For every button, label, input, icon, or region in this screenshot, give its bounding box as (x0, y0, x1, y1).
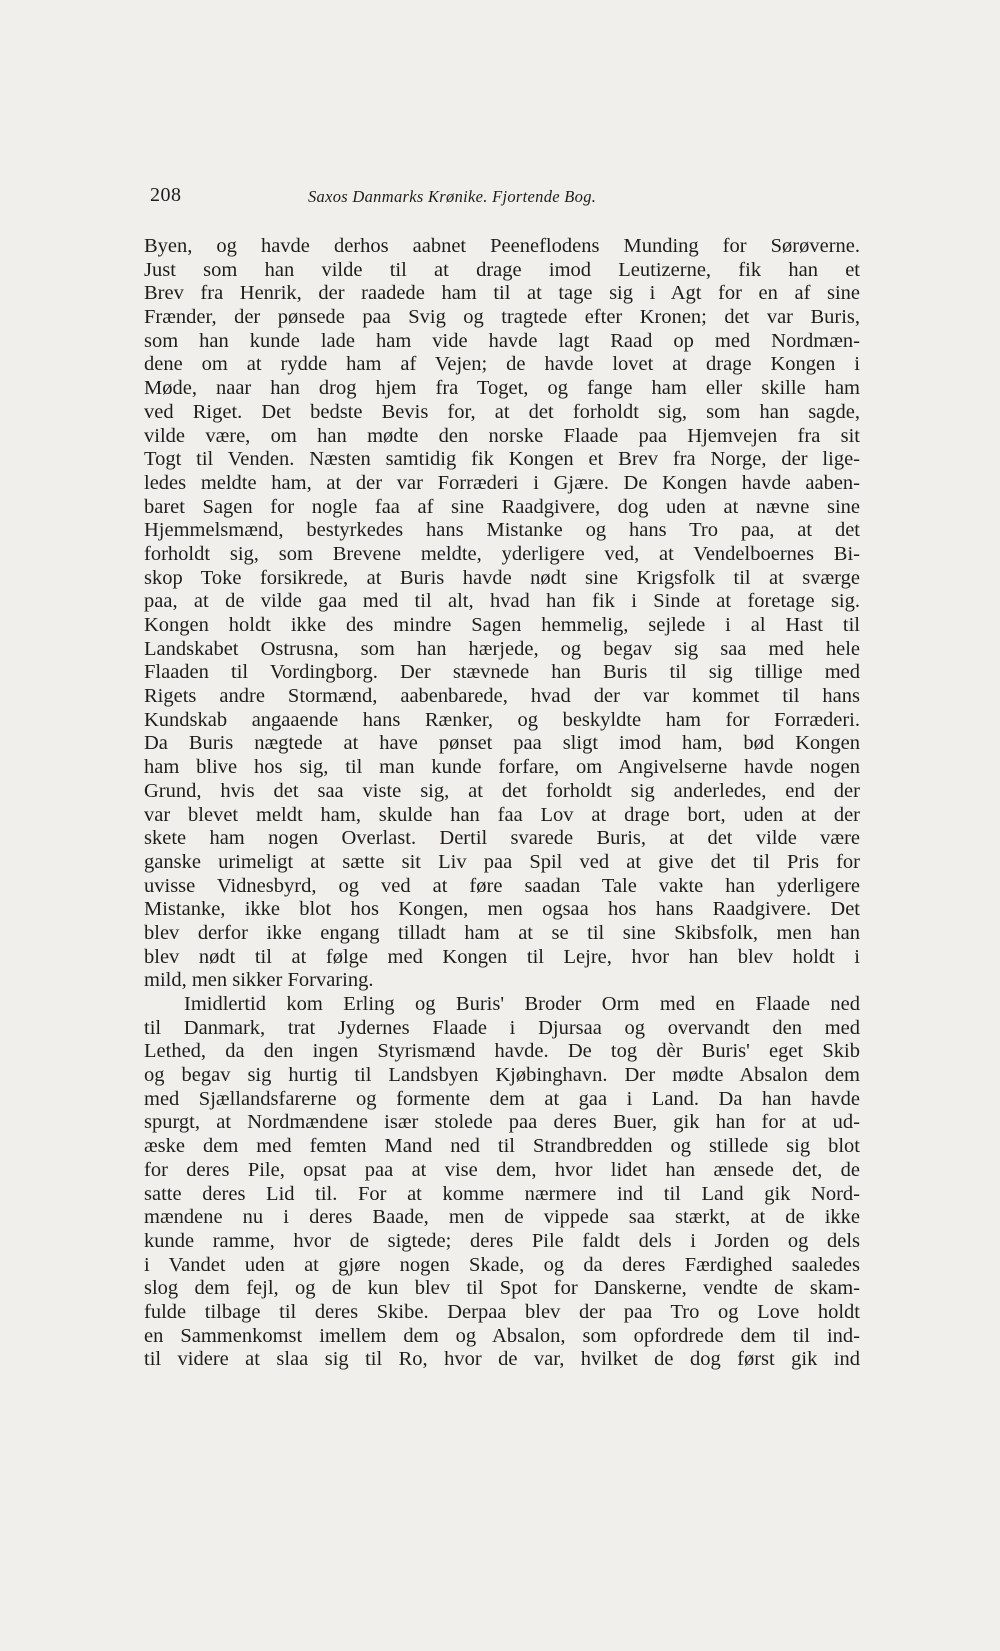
text-line: paa, at de vilde gaa med til alt, hvad han fik i Sinde at foretage sig. (144, 590, 860, 613)
text-line: blev nødt til at følge med Kongen til Lejre, hvor han blev holdt i (144, 945, 860, 968)
text-line: Togt til Venden. Næsten samtidig fik Kongen et Brev fra Norge, der lige- (144, 448, 860, 471)
running-title: Saxos Danmarks Krønike. Fjortende Bog. (308, 187, 597, 206)
paragraph-end-line: mild, men sikker Forvaring. (144, 969, 374, 992)
text-line: til videre at slaa sig til Ro, hvor de var, hvilket de dog først gik ind (144, 1348, 860, 1371)
text-line: Mistanke, ikke blot hos Kongen, men ogsaa hos hans Raadgivere. Det (144, 898, 860, 921)
text-line: Møde, naar han drog hjem fra Toget, og fange ham eller skille ham (144, 377, 860, 400)
text-line: Grund, hvis det saa viste sig, at det forholdt sig anderledes, end der (144, 779, 860, 802)
text-line: i Vandet uden at gjøre nogen Skade, og da deres Færdighed saaledes (144, 1253, 860, 1276)
text-line: baret Sagen for nogle faa af sine Raadgivere, dog uden at nævne sine (144, 495, 860, 518)
text-line: ledes meldte ham, at der var Forræderi i Gjære. De Kongen havde aaben- (144, 471, 860, 494)
text-line: spurgt, at Nordmændene især stolede paa deres Buer, gik han for at ud- (144, 1111, 860, 1134)
text-line: Flaaden til Vordingborg. Der stævnede han Buris til sig tillige med (144, 661, 860, 684)
body-text (144, 235, 860, 1372)
text-line: skop Toke forsikrede, at Buris havde nødt sine Krigsfolk til at sværge (144, 566, 860, 589)
text-line: Landskabet Ostrusna, som han hærjede, og begav sig saa med hele (144, 637, 860, 660)
text-line: satte deres Lid til. For at komme nærmere ind til Land gik Nord- (144, 1182, 860, 1205)
text-line: Hjemmelsmænd, bestyrkedes hans Mistanke og hans Tro paa, at det (144, 519, 860, 542)
text-line: Just som han vilde til at drage imod Leutizerne, fik han et (144, 258, 860, 281)
text-line: og begav sig hurtig til Landsbyen Kjøbinghavn. Der mødte Absalon dem (144, 1064, 860, 1087)
text-line: ved Riget. Det bedste Bevis for, at det forholdt sig, som han sagde, (144, 400, 860, 423)
text-line: ham blive hos sig, til man kunde forfare, om Angivelserne havde nogen (144, 756, 860, 779)
page-number: 208 (150, 184, 182, 206)
text-line: forholdt sig, som Brevene meldte, yderligere ved, at Vendelboernes Bi- (144, 542, 860, 565)
text-line: med Sjællandsfarerne og formente dem at gaa i Land. Da han havde (144, 1087, 860, 1110)
text-line: mændene nu i deres Baade, men de vippede saa stærkt, at de ikke (144, 1206, 860, 1229)
text-line: Lethed, da den ingen Styrismænd havde. De tog dèr Buris' eget Skib (144, 1040, 860, 1063)
text-line: for deres Pile, opsat paa at vise dem, hvor lidet han ænsede det, de (144, 1158, 860, 1181)
text-line: dene om at rydde ham af Vejen; de havde lovet at drage Kongen i (144, 353, 860, 376)
text-line: Kongen holdt ikke des mindre Sagen hemmelig, sejlede i al Hast til (144, 614, 860, 636)
text-line: blev derfor ikke engang tilladt ham at se til sine Skibsfolk, men han (144, 921, 860, 944)
page-header (150, 184, 710, 214)
text-line: kunde ramme, hvor de sigtede; deres Pile faldt dels i Jorden og dels (144, 1229, 860, 1252)
text-line: fulde tilbage til deres Skibe. Derpaa blev der paa Tro og Love holdt (144, 1300, 860, 1323)
text-line: Byen, og havde derhos aabnet Peeneflodens Munding for Sørøverne. (144, 235, 860, 257)
text-line: Rigets andre Stormænd, aabenbarede, hvad der var kommet til hans (144, 685, 860, 708)
text-line: Frænder, der pønsede paa Svig og tragtede efter Kronen; det var Buris, (144, 306, 860, 329)
text-line: vilde være, om han mødte den norske Flaade paa Hjemvejen fra sit (144, 424, 860, 447)
text-line: skete ham nogen Overlast. Dertil svarede Buris, at det vilde være (144, 827, 860, 850)
text-line: Brev fra Henrik, der raadede ham til at tage sig i Agt for en af sine (144, 282, 860, 305)
text-line: ganske urimeligt at sætte sit Liv paa Spil ved at give det til Pris for (144, 850, 860, 873)
text-line: uvisse Vidnesbyrd, og ved at føre saadan Tale vakte han yderligere (144, 874, 860, 897)
text-line: slog dem fejl, og de kun blev til Spot for Danskerne, vendte de skam- (144, 1277, 860, 1300)
text-line: var blevet meldt ham, skulde han faa Lov at drage bort, uden at der (144, 803, 860, 826)
text-line: en Sammenkomst imellem dem og Absalon, som opfordrede dem til ind- (144, 1324, 860, 1347)
text-line: som han kunde lade ham vide havde lagt Raad op med Nordmæn- (144, 329, 860, 352)
text-line: Da Buris nægtede at have pønset paa sligt imod ham, bød Kongen (144, 732, 860, 755)
text-line: Kundskab angaaende hans Rænker, og beskyldte ham for Forræderi. (144, 708, 860, 731)
text-line: æske dem med femten Mand ned til Strandbredden og stillede sig blot (144, 1135, 860, 1158)
paragraph-start-line: Imidlertid kom Erling og Buris' Broder Orm med en Flaade ned (184, 993, 860, 1015)
text-line: til Danmark, trat Jydernes Flaade i Djursaa og overvandt den med (144, 1016, 860, 1039)
